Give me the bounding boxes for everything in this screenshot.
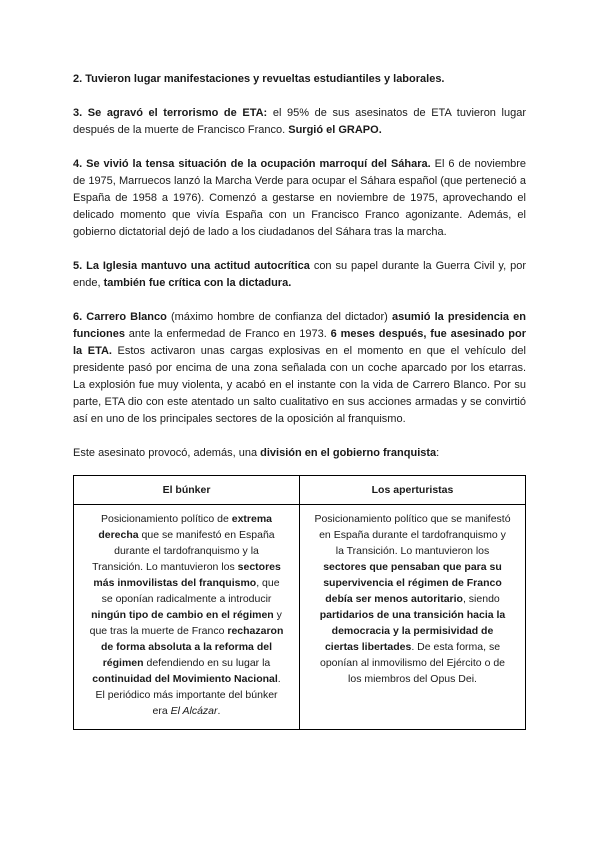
text-run: (máximo hombre de confianza del dictador): [166, 311, 392, 323]
bold-text: 6 meses después, fue asesinado por la ETA.: [73, 328, 527, 357]
bold-text: 6. Carrero Blanco: [73, 311, 167, 323]
text-run: el 95% de sus asesinatos de ETA tuvieron lugar después de la muerte de Francisco Franco.: [73, 107, 526, 136]
bold-text: extrema derecha: [98, 513, 273, 541]
table-row: [74, 505, 526, 730]
text-run: defendiendo en su lugar la: [143, 657, 271, 669]
header-bunker: El búnker: [74, 476, 300, 505]
bold-text: rechazaron de forma absoluta a la reforma del régimen: [101, 625, 284, 669]
italic-text: El Alcázar: [170, 705, 218, 717]
bold-text: continuidad del Movimiento Nacional: [92, 673, 278, 685]
paragraph-division-gobierno: [73, 445, 526, 462]
bold-text: asumió la presidencia en funciones: [73, 311, 526, 340]
text-run: . El periódico más importante del búnker era: [95, 673, 281, 717]
bold-text: 3. Se agravó el terrorismo de ETA:: [73, 107, 268, 119]
text-run: Este asesinato provocó, además, una: [73, 447, 261, 459]
text-run: , siendo: [462, 593, 500, 605]
bold-text: sectores que pensaban que para su supervivencia el régimen de Franco debía ser menos autoritario: [323, 561, 502, 605]
document-body: [73, 71, 526, 730]
bold-text: Surgió el GRAPO.: [288, 124, 382, 136]
paragraph-terrorismo-eta: [73, 105, 526, 139]
table-header-row: [74, 476, 526, 505]
bold-text: 4. Se vivió la tensa situación de la ocupación marroquí del Sáhara.: [73, 158, 431, 170]
paragraph-iglesia: [73, 258, 526, 292]
bold-text: partidarios de una transición hacia la democracia y la permisividad de ciertas libertades: [319, 609, 506, 653]
text-run: ante la enfermedad de Franco en 1973.: [124, 328, 331, 340]
text-run: . De esta forma, se oponían al inmovilismo del Ejército o de los miembros del Opus Dei.: [319, 641, 506, 685]
comparison-table: [73, 475, 526, 730]
text-run: El 6 de noviembre de 1975, Marruecos lanzó la Marcha Verde para ocupar el Sáhara español (que perteneció a España de 1958 a 1976). Comenzó a gestarse en noviembre de 1975, aprovechando el delicado momento que vivía España con un Francisco Franco agonizante. Además, el gobierno dictatorial dejó de lado a los ciudadanos del Sáhara tras la marcha.: [73, 158, 527, 238]
text-run: Posicionamiento político que se manifestó en España durante el tardofranquismo y la Transición. Lo mantuvieron los: [314, 513, 511, 557]
text-run: Posicionamiento político de: [100, 513, 232, 525]
bold-text: sectores más inmovilistas del franquismo: [93, 561, 281, 589]
text-run: , que se oponían radicalmente a introducir: [101, 577, 280, 605]
text-run: .: [217, 705, 221, 717]
bold-text: división en el gobierno franquista: [260, 447, 437, 459]
bold-text: 2. Tuvieron lugar manifestaciones y revueltas estudiantiles y laborales.: [73, 73, 445, 85]
bold-text: 5. La Iglesia mantuvo una actitud autocrítica: [73, 260, 310, 272]
paragraph-sahara: [73, 156, 526, 241]
paragraph-manifestaciones: [73, 71, 526, 88]
bold-text: ningún tipo de cambio en el régimen: [91, 609, 274, 621]
header-aperturistas: Los aperturistas: [300, 476, 526, 505]
text-run: que se manifestó en España durante el tardofranquismo y la Transición. Lo mantuvieron los: [92, 529, 275, 573]
text-run: :: [436, 447, 440, 459]
bold-text: también fue crítica con la dictadura.: [103, 277, 292, 289]
text-run: Estos activaron unas cargas explosivas en el momento en que el vehículo del presidente pasó por encima de una zona señalada con un coche aparcado por los etarras. La explosión fue muy violenta, y acabó en el instante con la vida de Carrero Blanco. Por su parte, ETA dio con este atentado un salto cualitativo en sus acciones armadas y se convirtió así en uno de los principales sectores de la oposición al franquismo.: [73, 345, 526, 425]
text-run: y que tras la muerte de Franco: [89, 609, 282, 637]
cell-aperturistas-description: [300, 505, 526, 730]
cell-bunker-description: [74, 505, 300, 730]
text-run: con su papel durante la Guerra Civil y, por ende,: [73, 260, 527, 289]
paragraph-carrero-blanco: [73, 309, 526, 428]
